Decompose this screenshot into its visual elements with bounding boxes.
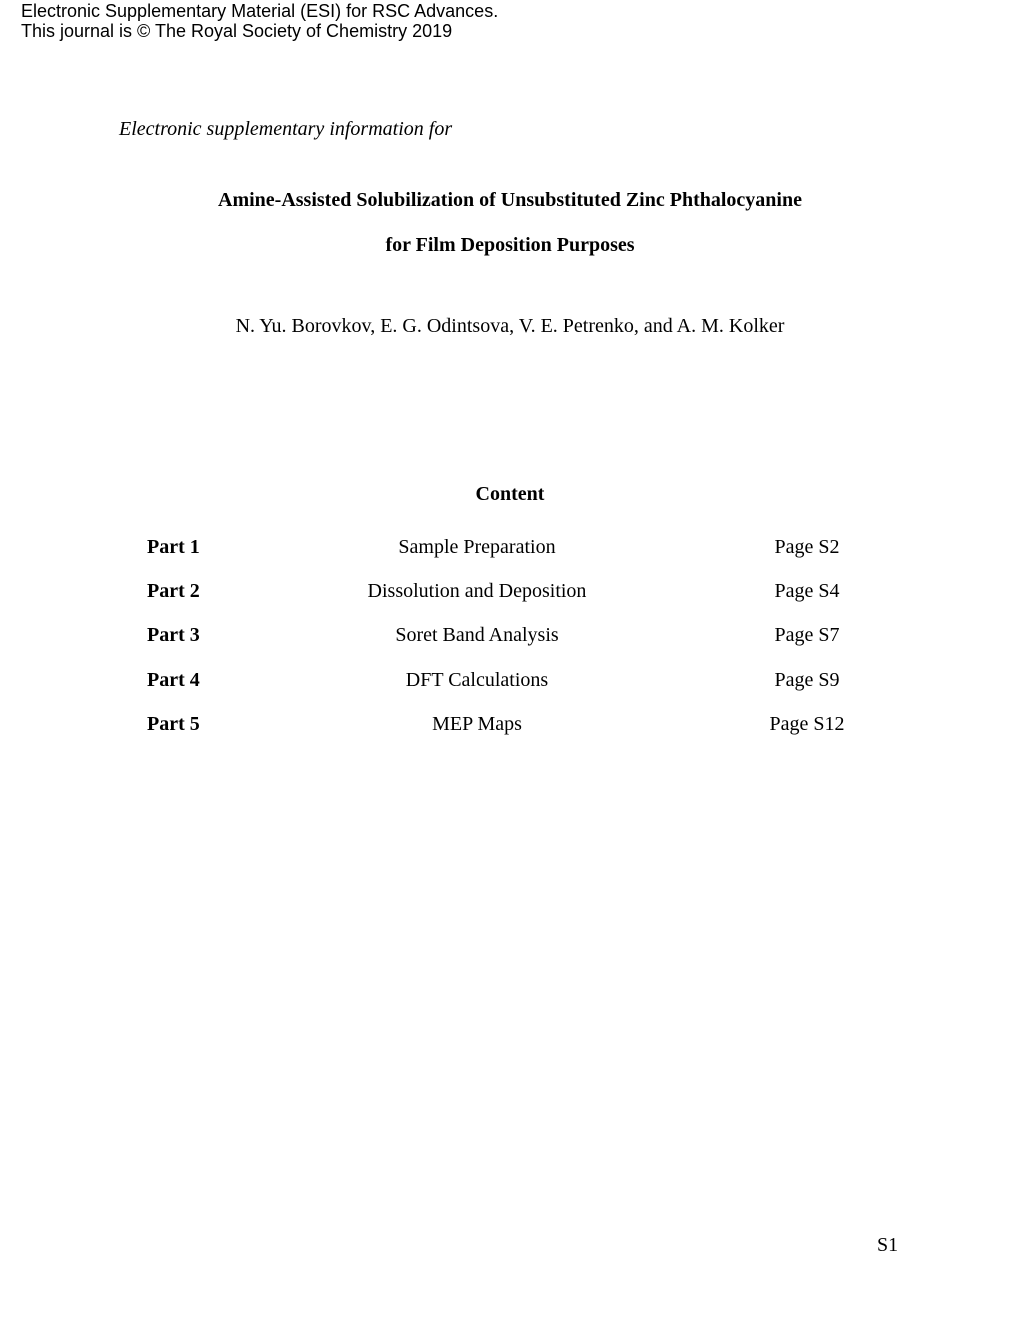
toc-section-title: Soret Band Analysis [395, 624, 559, 647]
toc-page-ref: Page S2 [774, 536, 840, 558]
authors-line: N. Yu. Borovkov, E. G. Odintsova, V. E. Petrenko, and A. M. Kolker [235, 315, 785, 337]
toc-row [0, 625, 1020, 669]
toc-row [0, 581, 1020, 625]
page-number: S1 [877, 1234, 899, 1256]
paper-title-line1: Amine-Assisted Solubilization of Unsubstituted Zinc Phthalocyanine [218, 189, 802, 211]
toc-part-label: Part 4 [147, 668, 200, 691]
toc-page-ref: Page S7 [774, 624, 840, 647]
esi-copyright-header-line2: This journal is © The Royal Society of Chemistry 2019 [21, 20, 453, 41]
toc-section-title: DFT Calculations [405, 668, 549, 691]
paper-title-line2: for Film Deposition Purposes [385, 234, 635, 256]
toc-part-label: Part 2 [147, 580, 200, 603]
toc-page-ref: Page S4 [774, 580, 840, 603]
toc-section-title: Dissolution and Deposition [367, 580, 587, 603]
supplementary-note: Electronic supplementary information for [119, 118, 453, 140]
toc-part-label: Part 1 [147, 536, 200, 558]
esi-copyright-header-line1: Electronic Supplementary Material (ESI) for RSC Advances. [21, 1, 499, 21]
toc-row [0, 670, 1020, 714]
toc-section-title: MEP Maps [432, 712, 522, 735]
toc-row [0, 537, 1020, 581]
content-heading: Content [475, 483, 545, 505]
toc-part-label: Part 3 [147, 624, 200, 647]
esi-copyright-header [21, 2, 498, 41]
toc-page-ref: Page S9 [774, 668, 840, 691]
toc-row [0, 714, 1020, 758]
toc-page-ref: Page S12 [769, 712, 845, 735]
table-of-contents [0, 537, 1020, 758]
toc-part-label: Part 5 [147, 712, 200, 735]
toc-section-title: Sample Preparation [398, 536, 556, 558]
